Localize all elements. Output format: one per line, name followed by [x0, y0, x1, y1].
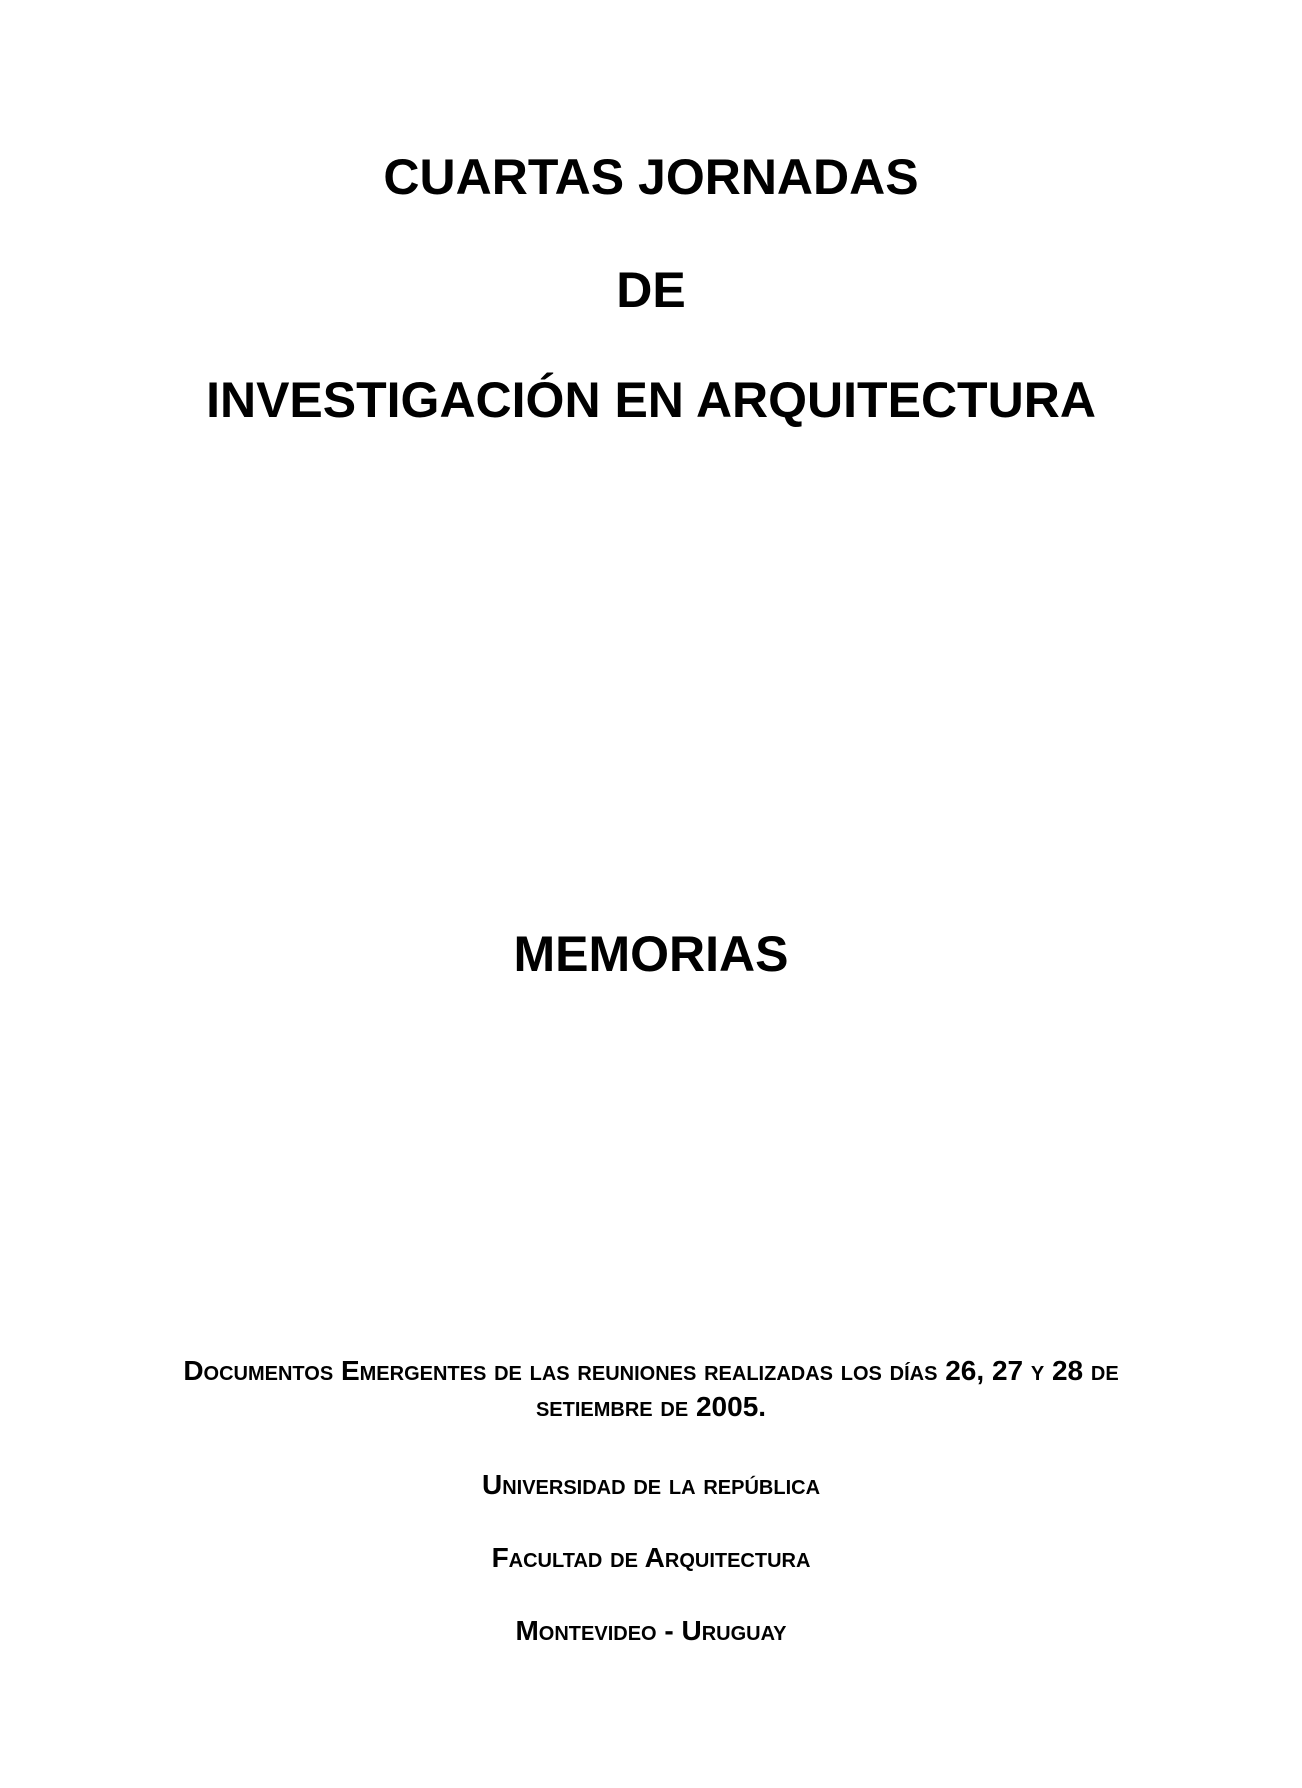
description-line-1: Documentos Emergentes de las reuniones realizadas los días 26, 27 y 28 de	[183, 1355, 1119, 1386]
university-name: Universidad de la república	[481, 1469, 821, 1500]
description-line-2: setiembre de 2005.	[535, 1391, 767, 1422]
subtitle: MEMORIAS	[513, 926, 789, 982]
location: Montevideo - Uruguay	[515, 1615, 787, 1646]
title-line-3: INVESTIGACIÓN EN ARQUITECTURA	[206, 372, 1096, 428]
title-line-1: CUARTAS JORNADAS	[383, 149, 919, 205]
title-line-2: DE	[616, 262, 686, 318]
faculty-name: Facultad de Arquitectura	[491, 1542, 811, 1573]
